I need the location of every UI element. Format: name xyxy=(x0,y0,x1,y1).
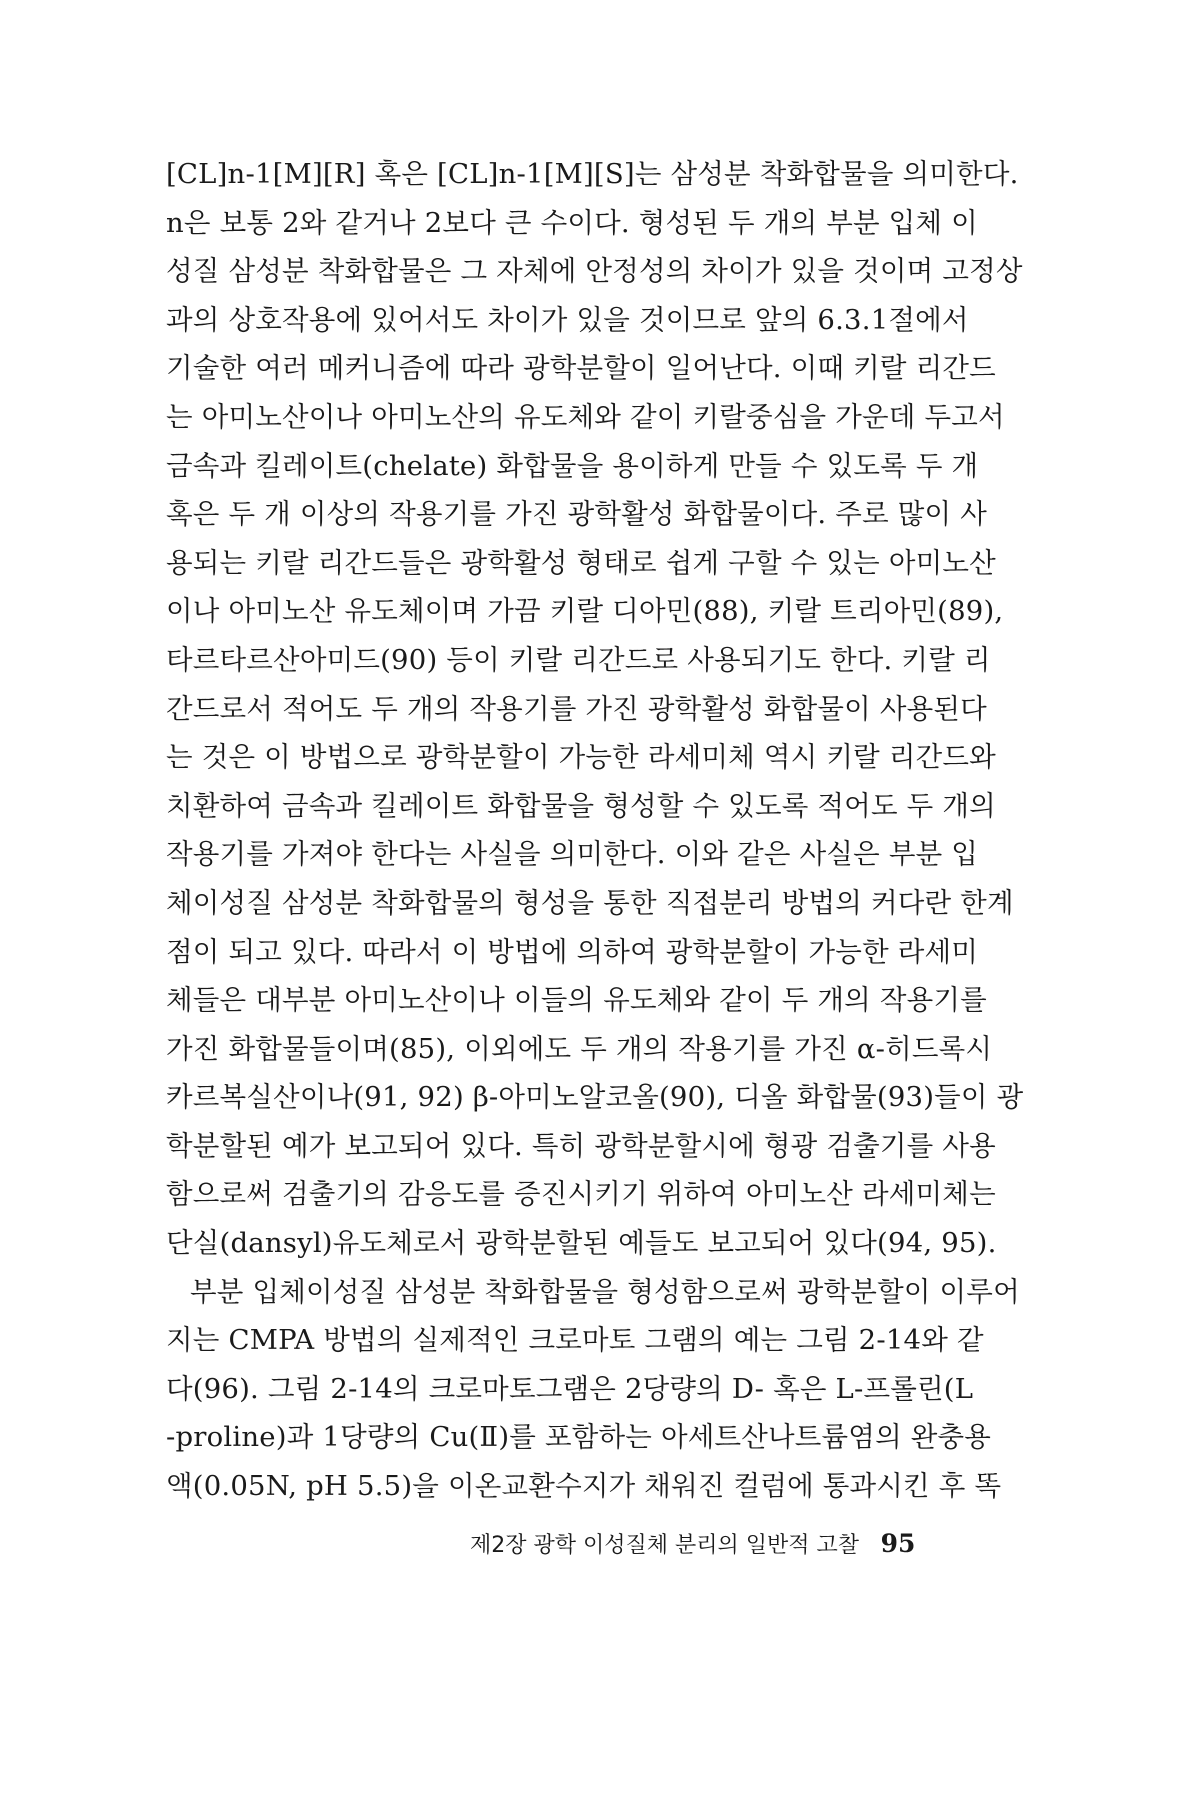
text-line: 간드로서 적어도 두 개의 작용기를 가진 광학활성 화합물이 사용된다 xyxy=(166,692,987,725)
text-line: 타르타르산아미드(90) 등이 키랄 리간드로 사용되기도 한다. 키랄 리 xyxy=(166,643,991,676)
paragraph-start-line: 부분 입체이성질 삼성분 착화합물을 형성함으로써 광학분할이 이루어 xyxy=(190,1275,1020,1308)
text-line: 다(96). 그림 2-14의 크로마토그램은 2당량의 D- 혹은 L-프롤린(L xyxy=(166,1372,974,1405)
chapter-title: 제2장 광학 이성질체 분리의 일반적 고찰 xyxy=(470,1533,859,1558)
text-line: 체들은 대부분 아미노산이나 이들의 유도체와 같이 두 개의 작용기를 xyxy=(166,984,987,1017)
text-line: 는 것은 이 방법으로 광학분할이 가능한 라세미체 역시 키랄 리간드와 xyxy=(166,741,996,774)
page-number: 95 xyxy=(880,1529,916,1558)
text-line: n은 보통 2와 같거나 2보다 큰 수이다. 형성된 두 개의 부분 입체 이 xyxy=(166,206,978,239)
text-line: 이나 아미노산 유도체이며 가끔 키랄 디아민(88), 키랄 트리아민(89), xyxy=(166,595,1004,628)
text-line: 단실(dansyl)유도체로서 광학분할된 예들도 보고되어 있다(94, 95). xyxy=(166,1227,997,1260)
text-line: 액(0.05N, pH 5.5)을 이온교환수지가 채워진 컬럼에 통과시킨 후 똑 xyxy=(166,1470,1002,1503)
text-line: 금속과 킬레이트(chelate) 화합물을 용이하게 만들 수 있도록 두 개 xyxy=(166,449,979,482)
text-line: 지는 CMPA 방법의 실제적인 크로마토 그램의 예는 그림 2-14와 같 xyxy=(166,1324,984,1357)
body-text xyxy=(166,150,1046,1511)
text-line: 성질 삼성분 착화합물은 그 자체에 안정성의 차이가 있을 것이며 고정상 xyxy=(166,255,1023,288)
text-line: 혹은 두 개 이상의 작용기를 가진 광학활성 화합물이다. 주로 많이 사 xyxy=(166,498,988,531)
text-line: 체이성질 삼성분 착화합물의 형성을 통한 직접분리 방법의 커다란 한계 xyxy=(166,886,1014,919)
text-line: 카르복실산이나(91, 92) β-아미노알코올(90), 디올 화합물(93)들이 광 xyxy=(166,1081,1024,1114)
text-line: 기술한 여러 메커니즘에 따라 광학분할이 일어난다. 이때 키랄 리간드 xyxy=(166,352,996,385)
text-line: 가진 화합물들이며(85), 이외에도 두 개의 작용기를 가진 α-히드록시 xyxy=(166,1032,993,1065)
text-line: 점이 되고 있다. 따라서 이 방법에 의하여 광학분할이 가능한 라세미 xyxy=(166,935,979,968)
text-line: 과의 상호작용에 있어서도 차이가 있을 것이므로 앞의 6.3.1절에서 xyxy=(166,303,969,336)
text-line: 작용기를 가져야 한다는 사실을 의미한다. 이와 같은 사실은 부분 입 xyxy=(166,838,979,871)
text-line: -proline)과 1당량의 Cu(Ⅱ)를 포함하는 아세트산나트륨염의 완충용 xyxy=(166,1421,992,1454)
page-footer xyxy=(470,1528,1010,1559)
text-line: 함으로써 검출기의 감응도를 증진시키기 위하여 아미노산 라세미체는 xyxy=(166,1178,996,1211)
text-line: [CL]n-1[M][R] 혹은 [CL]n-1[M][S]는 삼성분 착화합물을 의미한다. xyxy=(166,158,1019,190)
text-line: 학분할된 예가 보고되어 있다. 특히 광학분할시에 형광 검출기를 사용 xyxy=(166,1129,996,1162)
text-line: 는 아미노산이나 아미노산의 유도체와 같이 키랄중심을 가운데 두고서 xyxy=(166,400,1005,433)
text-line: 용되는 키랄 리간드들은 광학활성 형태로 쉽게 구할 수 있는 아미노산 xyxy=(166,546,996,579)
text-line: 치환하여 금속과 킬레이트 화합물을 형성할 수 있도록 적어도 두 개의 xyxy=(166,789,996,822)
